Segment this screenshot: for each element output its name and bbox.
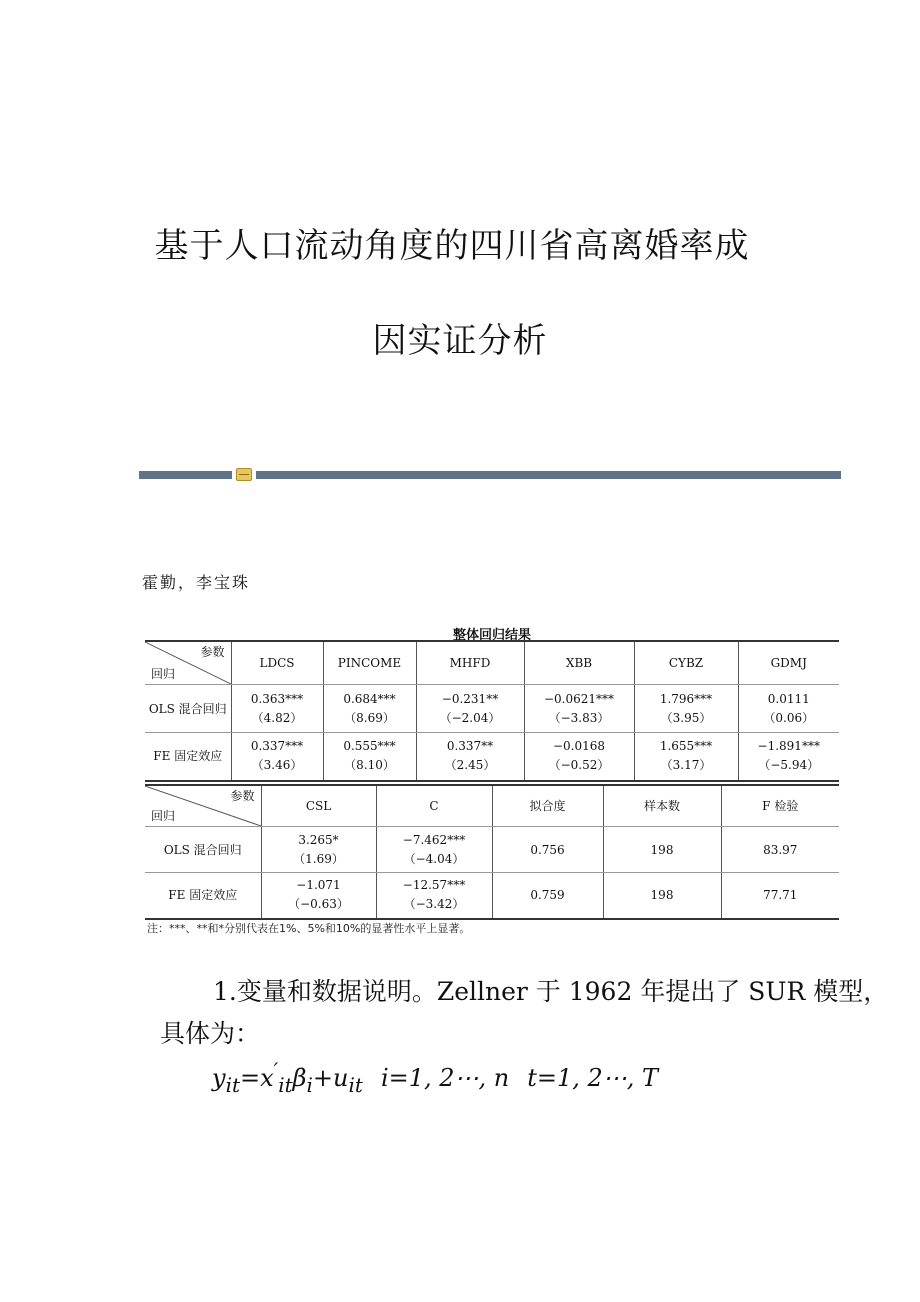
- header-top-label: 参数: [230, 789, 255, 803]
- table-header-row: [145, 785, 839, 827]
- formula-t-range: t=1, 2⋯, T: [527, 1064, 659, 1092]
- table-row: [145, 827, 839, 873]
- table-cell: [416, 685, 524, 733]
- table-cell: [261, 873, 376, 919]
- table-cell: [416, 733, 524, 781]
- coefficient: 0.363***: [250, 691, 304, 706]
- header-top-label: 参数: [200, 645, 225, 659]
- table-cell: [261, 827, 376, 873]
- coefficient: 3.265*: [298, 832, 339, 847]
- table-cell: [524, 685, 634, 733]
- body-paragraph-continued: 具体为：: [160, 1019, 261, 1048]
- column-header: GDMJ: [738, 641, 839, 685]
- table-cell: [231, 733, 323, 781]
- table-cell: [524, 733, 634, 781]
- decorative-rule-right: [256, 471, 841, 479]
- table-cell: [323, 733, 416, 781]
- table-cell: [376, 827, 492, 873]
- document-title-line-2: 因实证分析: [372, 321, 548, 361]
- column-header: XBB: [524, 641, 634, 685]
- row-label: OLS 混合回归: [145, 685, 231, 733]
- regression-table-part-1: [145, 640, 839, 782]
- t-statistic: （−2.04）: [439, 710, 501, 725]
- formula-subscript: it: [278, 1072, 293, 1097]
- t-statistic: （−3.42）: [403, 897, 465, 912]
- header-bottom-label: 回归: [151, 809, 176, 823]
- f-test-value: 83.97: [721, 827, 839, 873]
- coefficient: 1.655***: [659, 739, 713, 754]
- table-cell: [323, 685, 416, 733]
- t-statistic: （2.45）: [444, 758, 496, 773]
- sample-size: 198: [603, 873, 721, 919]
- table-row: [145, 685, 839, 733]
- coefficient: −12.57***: [402, 878, 466, 893]
- coefficient: 0.684***: [343, 691, 396, 706]
- column-header: C: [376, 785, 492, 827]
- coefficient: 1.796***: [659, 691, 713, 706]
- t-statistic: （−5.94）: [758, 758, 820, 773]
- formula-prime: ′: [273, 1058, 279, 1082]
- table-cell: [376, 873, 492, 919]
- column-header: MHFD: [416, 641, 524, 685]
- formula-i-range: i=1, 2⋯, n: [380, 1064, 510, 1092]
- coefficient: 0.555***: [343, 739, 396, 754]
- regression-table-part-2: [145, 784, 839, 920]
- table-cell: [634, 733, 738, 781]
- sur-model-formula: [212, 1058, 658, 1097]
- t-statistic: （4.82）: [251, 710, 303, 725]
- header-diagonal-cell: [145, 641, 231, 685]
- table-cell: [634, 685, 738, 733]
- sample-size: 198: [603, 827, 721, 873]
- table-cell: [738, 685, 839, 733]
- t-statistic: （−3.83）: [548, 710, 610, 725]
- fit-value: 0.759: [492, 873, 603, 919]
- formula-lhs: y: [212, 1064, 226, 1092]
- fit-value: 0.756: [492, 827, 603, 873]
- row-label: OLS 混合回归: [145, 827, 261, 873]
- coefficient: 0.0111: [767, 691, 810, 706]
- formula-subscript: it: [348, 1072, 363, 1097]
- coefficient: −1.071: [296, 878, 341, 893]
- column-header: CSL: [261, 785, 376, 827]
- coefficient: −0.0621***: [543, 691, 615, 706]
- t-statistic: （3.17）: [660, 758, 712, 773]
- formula-subscript: it: [225, 1072, 240, 1097]
- coefficient: −0.231**: [441, 691, 499, 706]
- t-statistic: （−0.63）: [288, 897, 349, 912]
- decorative-rule-left: [139, 471, 232, 479]
- t-statistic: （1.69）: [293, 851, 344, 866]
- table-caption: 整体回归结果: [452, 628, 531, 643]
- column-header: CYBZ: [634, 641, 738, 685]
- formula-equals-x: =x: [240, 1064, 274, 1092]
- column-header: 拟合度: [492, 785, 603, 827]
- t-statistic: （3.95）: [660, 710, 712, 725]
- table-header-row: [145, 641, 839, 685]
- column-header: 样本数: [603, 785, 721, 827]
- authors: 霍勤，李宝珠: [142, 573, 251, 592]
- t-statistic: （−0.52）: [548, 758, 610, 773]
- coefficient: −0.0168: [552, 739, 606, 754]
- coefficient: 0.337**: [446, 739, 494, 754]
- table-row: [145, 873, 839, 919]
- coefficient: −1.891***: [757, 739, 820, 754]
- t-statistic: （3.46）: [251, 758, 303, 773]
- f-test-value: 77.71: [721, 873, 839, 919]
- table-cell: [738, 733, 839, 781]
- formula-plus-u: +u: [312, 1064, 349, 1092]
- coefficient: −7.462***: [402, 832, 466, 847]
- formula-subscript: i: [306, 1072, 313, 1097]
- envelope-icon: [236, 468, 252, 481]
- row-label: FE 固定效应: [145, 873, 261, 919]
- table-cell: [231, 685, 323, 733]
- row-label: FE 固定效应: [145, 733, 231, 781]
- t-statistic: （8.69）: [344, 710, 395, 725]
- column-header: F 检验: [721, 785, 839, 827]
- body-paragraph: 1.变量和数据说明。Zellner 于 1962 年提出了 SUR 模型，: [213, 977, 889, 1006]
- header-bottom-label: 回归: [151, 667, 176, 681]
- column-header: PINCOME: [323, 641, 416, 685]
- table-row: [145, 733, 839, 781]
- t-statistic: （8.10）: [344, 758, 395, 773]
- document-title-line-1: 基于人口流动角度的四川省高离婚率成: [154, 226, 750, 266]
- formula-beta: β: [292, 1064, 307, 1092]
- column-header: LDCS: [231, 641, 323, 685]
- header-diagonal-cell: [145, 785, 261, 827]
- table-note: 注：***、**和*分别代表在1%、5%和10%的显著性水平上显著。: [147, 922, 471, 935]
- t-statistic: （−4.04）: [403, 851, 465, 866]
- t-statistic: （0.06）: [763, 710, 815, 725]
- coefficient: 0.337***: [250, 739, 304, 754]
